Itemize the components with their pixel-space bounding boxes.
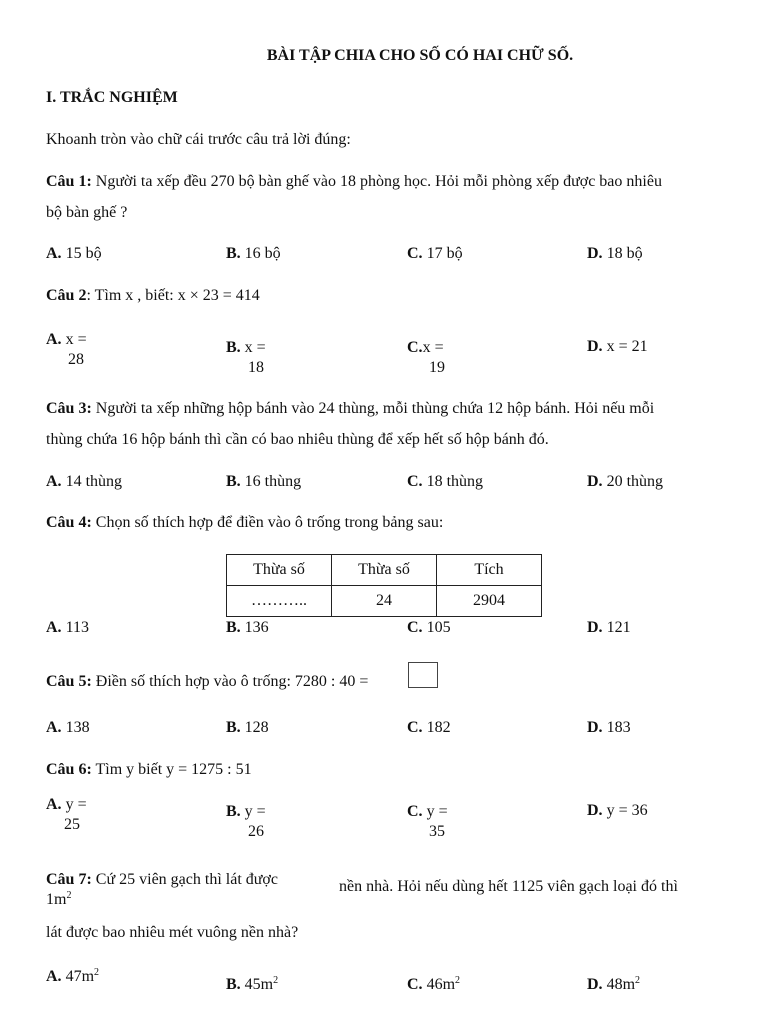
option-c[interactable] [407, 719, 451, 737]
option-text: x = [61, 331, 87, 348]
option-text: 138 [61, 719, 90, 736]
option-b[interactable] [226, 976, 278, 994]
factor-table [226, 554, 542, 617]
question-4 [46, 514, 443, 532]
option-text: y = [61, 796, 87, 813]
option-a[interactable] [46, 245, 102, 263]
section-heading: I. TRẮC NGHIỆM [46, 89, 178, 106]
option-text: y = [240, 803, 266, 820]
question-text: Chọn số thích hợp để điền vào ô trống trong bảng sau: [91, 514, 444, 531]
option-text: 46m [422, 976, 456, 993]
question-1-line2: bộ bàn ghế ? [46, 204, 128, 221]
superscript: 2 [635, 975, 641, 986]
option-letter: D. [587, 338, 603, 355]
option-b[interactable] [226, 802, 266, 842]
option-c[interactable] [407, 976, 460, 994]
option-text: 113 [61, 619, 89, 636]
option-text: 16 thùng [240, 473, 302, 490]
superscript: 2 [273, 975, 279, 986]
table-row [227, 586, 542, 617]
question-label: Câu 2 [46, 287, 87, 304]
option-text: x = 21 [602, 338, 648, 355]
question-3-line2: thùng chứa 16 hộp bánh thì cần có bao nhiêu thùng để xếp hết số hộp bánh đó. [46, 431, 549, 448]
table-header: Tích [437, 555, 542, 586]
option-letter: A. [46, 245, 62, 262]
option-text-cont: 28 [68, 351, 84, 368]
table-header-row [227, 555, 542, 586]
option-d[interactable] [587, 719, 631, 737]
option-a[interactable] [46, 330, 87, 370]
option-letter: A. [46, 473, 62, 490]
option-b[interactable] [226, 719, 269, 737]
option-text: 45m [240, 976, 274, 993]
option-letter: C. [407, 976, 423, 993]
option-c[interactable] [407, 245, 463, 263]
option-b[interactable] [226, 245, 281, 263]
option-letter: A. [46, 796, 62, 813]
instruction: Khoanh tròn vào chữ cái trước câu trả lời đúng: [46, 131, 351, 148]
question-text: Tìm y biết y = 1275 : 51 [91, 761, 252, 778]
option-letter: B. [226, 473, 241, 490]
option-d[interactable] [587, 802, 648, 820]
option-d[interactable] [587, 245, 643, 263]
option-letter: D. [587, 802, 603, 819]
option-text: 182 [422, 719, 451, 736]
option-text: 183 [602, 719, 631, 736]
page-title: BÀI TẬP CHIA CHO SỐ CÓ HAI CHỮ SỐ. [266, 47, 574, 64]
option-text-cont: 25 [64, 816, 80, 833]
option-text: y = 36 [602, 802, 648, 819]
option-text: 17 bộ [422, 245, 463, 262]
option-letter: C. [407, 339, 423, 356]
option-letter: D. [587, 245, 603, 262]
option-letter: C. [407, 619, 423, 636]
option-c[interactable] [407, 338, 445, 378]
question-label: Câu 7: [46, 871, 92, 888]
question-label: Câu 6: [46, 761, 92, 778]
superscript: 2 [94, 967, 100, 978]
question-7-line2: lát được bao nhiêu mét vuông nền nhà? [46, 924, 299, 941]
question-label: Câu 4: [46, 514, 92, 531]
option-a[interactable] [46, 968, 99, 986]
option-text: 14 thùng [61, 473, 123, 490]
option-text: 20 thùng [602, 473, 664, 490]
option-text: 136 [240, 619, 269, 636]
question-label: Câu 5: [46, 673, 92, 690]
option-letter: C. [407, 803, 423, 820]
option-letter: B. [226, 976, 241, 993]
option-text: 18 thùng [422, 473, 484, 490]
option-text: 128 [240, 719, 269, 736]
option-letter: D. [587, 976, 603, 993]
question-text: : Tìm x , biết: x × 23 = 414 [86, 287, 260, 304]
question-text: Người ta xếp đều 270 bộ bàn ghế vào 18 phòng học. Hỏi mỗi phòng xếp được bao nhiêu [91, 173, 662, 190]
option-d[interactable] [587, 976, 640, 994]
option-c[interactable] [407, 802, 448, 842]
option-b[interactable] [226, 619, 269, 637]
option-c[interactable] [407, 473, 483, 491]
option-b[interactable] [226, 338, 266, 378]
option-letter: A. [46, 619, 62, 636]
question-label: Câu 3: [46, 400, 92, 417]
option-letter: C. [407, 719, 423, 736]
option-text: 121 [602, 619, 631, 636]
option-text-cont: 35 [429, 823, 445, 840]
table-header: Thừa số [227, 555, 332, 586]
option-letter: A. [46, 331, 62, 348]
option-text: 16 bộ [240, 245, 281, 262]
option-b[interactable] [226, 473, 301, 491]
unit-superscript: 2 [66, 890, 72, 901]
unit-square-meter [46, 891, 71, 909]
unit-text: 1m [46, 891, 67, 908]
question-text: Người ta xếp những hộp bánh vào 24 thùng, mỗi thùng chứa 12 hộp bánh. Hỏi nếu mỗi [91, 400, 655, 417]
option-letter: A. [46, 719, 62, 736]
question-1 [46, 173, 662, 191]
option-letter: B. [226, 245, 241, 262]
table-cell-blank[interactable]: ……….. [227, 586, 332, 617]
option-text: y = [422, 803, 448, 820]
question-5 [46, 673, 368, 691]
option-d[interactable] [587, 338, 648, 356]
option-d[interactable] [587, 619, 631, 637]
question-label: Câu 1: [46, 173, 92, 190]
answer-box[interactable] [408, 662, 438, 688]
option-text: 105 [422, 619, 451, 636]
option-letter: B. [226, 619, 241, 636]
option-a[interactable] [46, 719, 90, 737]
question-text: Điền số thích hợp vào ô trống: 7280 : 40 = [91, 673, 369, 690]
question-3 [46, 400, 654, 418]
option-text: 48m [602, 976, 636, 993]
option-letter: A. [46, 968, 62, 985]
question-2 [46, 287, 260, 305]
option-a[interactable] [46, 795, 87, 835]
option-text-cont: 19 [429, 359, 445, 376]
option-c[interactable] [407, 619, 451, 637]
question-text: Cứ 25 viên gạch thì lát được [91, 871, 278, 888]
option-letter: B. [226, 803, 241, 820]
option-a[interactable] [46, 619, 89, 637]
option-text: x = [422, 339, 444, 356]
option-text: 18 bộ [602, 245, 643, 262]
option-letter: D. [587, 719, 603, 736]
option-text: 15 bộ [61, 245, 102, 262]
option-text: 47m [61, 968, 95, 985]
option-letter: C. [407, 245, 423, 262]
option-d[interactable] [587, 473, 663, 491]
option-text-cont: 26 [248, 823, 264, 840]
question-6 [46, 761, 252, 779]
option-letter: B. [226, 719, 241, 736]
superscript: 2 [455, 975, 461, 986]
option-letter: C. [407, 473, 423, 490]
question-7 [46, 871, 278, 889]
option-letter: B. [226, 339, 241, 356]
option-a[interactable] [46, 473, 122, 491]
option-text: x = [240, 339, 266, 356]
table-cell: 2904 [437, 586, 542, 617]
option-letter: D. [587, 473, 603, 490]
table-cell: 24 [332, 586, 437, 617]
question-7-cont: nền nhà. Hỏi nếu dùng hết 1125 viên gạch loại đó thì [339, 878, 678, 895]
option-letter: D. [587, 619, 603, 636]
option-text-cont: 18 [248, 359, 264, 376]
table-header: Thừa số [332, 555, 437, 586]
